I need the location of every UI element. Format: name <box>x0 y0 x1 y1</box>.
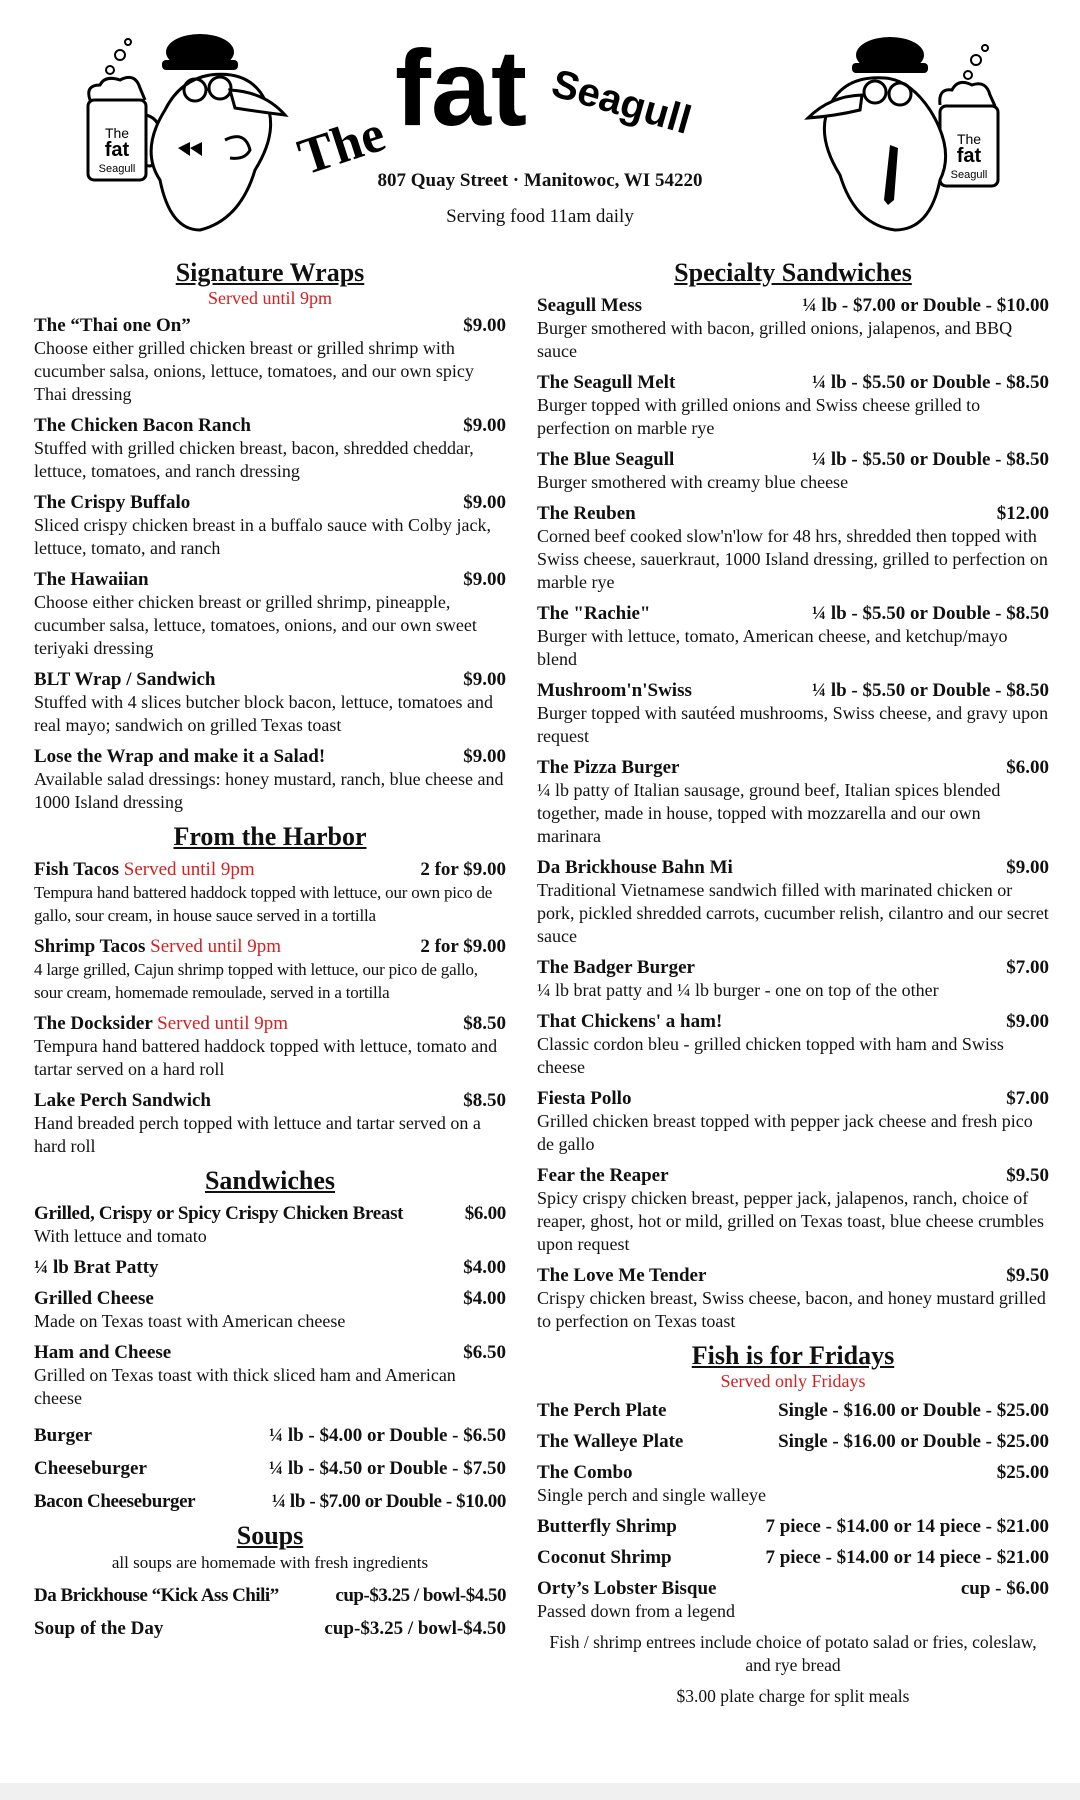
item-price: $9.00 <box>1006 1011 1049 1032</box>
menu-item <box>537 756 1049 848</box>
item-name: The Blue Seagull <box>537 449 675 470</box>
right-column <box>537 258 1049 1708</box>
menu-item <box>34 1256 506 1279</box>
item-name: Bacon Cheeseburger <box>34 1491 196 1512</box>
menu-item <box>537 371 1049 440</box>
mug-label-seagull-right: Seagull <box>950 169 988 181</box>
item-name: That Chickens' a ham! <box>537 1011 723 1032</box>
menu-item <box>537 679 1049 748</box>
item-name: The Walleye Plate <box>537 1431 684 1452</box>
burger-row <box>34 1424 506 1447</box>
item-description: Traditional Vietnamese sandwich filled with marinated chicken or pork, pickled shredded carrots, cucumber relish, cilantro and our secret sauce <box>537 880 1049 946</box>
item-description: Corned beef cooked slow'n'low for 48 hrs, shredded then topped with Swiss cheese, sauerkraut, 1000 Island dressing, grilled to perfection on marble rye <box>537 526 1048 592</box>
section-title-soups: Soups <box>236 1521 304 1550</box>
menu-item <box>34 1089 506 1158</box>
serving-hours: Serving food 11am daily <box>446 206 634 227</box>
item-description: Classic cordon bleu - grilled chicken topped with ham and Swiss cheese <box>537 1034 1004 1077</box>
soups-subtitle: all soups are homemade with fresh ingredients <box>111 1553 429 1572</box>
the-fat-seagull-logo <box>290 30 790 190</box>
item-description: Stuffed with grilled chicken breast, bacon, shredded cheddar, lettuce, tomatoes, and ranch dressing <box>34 438 474 481</box>
mug-label-the: The <box>104 125 130 141</box>
item-name: Coconut Shrimp <box>537 1547 672 1568</box>
item-description: Burger smothered with creamy blue cheese <box>537 472 849 492</box>
menu-item <box>537 1010 1049 1079</box>
item-price: $6.00 <box>464 1203 506 1224</box>
menu-item <box>34 314 506 406</box>
item-price: cup-$3.25 / bowl-$4.50 <box>335 1585 506 1606</box>
menu-item <box>34 668 506 737</box>
item-name: ¼ lb Brat Patty <box>34 1257 159 1278</box>
item-name: Grilled Cheese <box>34 1288 154 1309</box>
item-price: ¼ lb - $7.00 or Double - $10.00 <box>271 1491 506 1512</box>
bottom-strip <box>0 1783 1080 1800</box>
menu-item <box>537 294 1049 363</box>
menu-item <box>34 491 506 560</box>
item-price: ¼ lb - $5.50 or Double - $8.50 <box>811 680 1049 701</box>
item-name: The Hawaiian <box>34 569 149 590</box>
burger-row <box>34 1490 506 1513</box>
item-price: $4.00 <box>463 1288 506 1309</box>
item-name: The Perch Plate <box>537 1400 667 1421</box>
menu-item <box>34 935 506 1004</box>
logo-seagull: Seagull <box>546 61 696 143</box>
mug-label-the-right: The <box>956 131 982 147</box>
soup-row <box>34 1584 506 1607</box>
item-name: Fish Tacos <box>34 859 120 880</box>
item-name: Fiesta Pollo <box>537 1088 632 1109</box>
item-name: Burger <box>34 1425 93 1446</box>
menu-item <box>537 1577 1049 1623</box>
item-name: The "Rachie" <box>537 603 651 624</box>
item-description: ¼ lb patty of Italian sausage, ground beef, Italian spices blended together, made in house, topped with mozzarella and our own marinara <box>537 780 1001 846</box>
item-description: Spicy crispy chicken breast, pepper jack, jalapenos, ranch, choice of reaper, ghost, hot or mild, grilled on Texas toast, blue cheese crumbles upon request <box>537 1188 1045 1254</box>
menu-item <box>34 414 506 483</box>
item-name: Shrimp Tacos <box>34 936 146 957</box>
menu-item <box>537 856 1049 948</box>
item-description: Grilled chicken breast topped with pepper jack cheese and fresh pico de gallo <box>537 1111 1033 1154</box>
item-description: Crispy chicken breast, Swiss cheese, bacon, and honey mustard grilled to perfection on Texas toast <box>537 1288 1046 1331</box>
mug-label-fat-right: fat <box>956 145 982 167</box>
item-name: The Docksider <box>34 1013 153 1034</box>
fish-entree-note: Fish / shrimp entrees include choice of potato salad or fries, coleslaw, and rye bread <box>549 1632 1037 1675</box>
menu-item <box>537 502 1049 594</box>
item-served-until-tag: Served until 9pm <box>157 1013 289 1034</box>
menu-header <box>0 0 1080 250</box>
item-name: The Love Me Tender <box>537 1265 707 1286</box>
left-column <box>34 258 506 1648</box>
item-description: Stuffed with 4 slices butcher block bacon, lettuce, tomatoes and real mayo; sandwich on grilled Texas toast <box>34 692 494 735</box>
item-price: $25.00 <box>996 1462 1049 1483</box>
item-price: ¼ lb - $4.00 or Double - $6.50 <box>268 1425 506 1446</box>
soup-row <box>34 1617 506 1640</box>
item-served-until-tag: Served until 9pm <box>150 936 282 957</box>
item-price: 7 piece - $14.00 or 14 piece - $21.00 <box>765 1516 1049 1537</box>
restaurant-address: 807 Quay Street · Manitowoc, WI 54220 <box>377 170 703 191</box>
item-price: $9.50 <box>1006 1165 1049 1186</box>
item-description: 4 large grilled, Cajun shrimp topped with lettuce, our pico de gallo, sour cream, homemade remoulade, served in a tortilla <box>34 960 478 1002</box>
item-price: ¼ lb - $5.50 or Double - $8.50 <box>811 372 1049 393</box>
item-name: Mushroom'n'Swiss <box>537 680 692 701</box>
item-price: Single - $16.00 or Double - $25.00 <box>778 1400 1049 1421</box>
mug-label-seagull: Seagull <box>98 163 136 175</box>
section-subtitle-fish: Served only Fridays <box>720 1371 866 1391</box>
item-name: The Chicken Bacon Ranch <box>34 415 251 436</box>
item-name: The Badger Burger <box>537 957 695 978</box>
menu-item <box>34 1287 506 1333</box>
item-price: $9.00 <box>463 492 506 513</box>
burger-row <box>34 1457 506 1480</box>
item-price: $8.50 <box>463 1013 506 1034</box>
item-description: Choose either grilled chicken breast or grilled shrimp with cucumber salsa, onions, lettuce, tomatoes, and our own spicy Thai dressing <box>34 338 474 404</box>
item-name: Fear the Reaper <box>537 1165 669 1186</box>
item-description: Single perch and single walleye <box>537 1485 766 1505</box>
section-title-sandwiches: Sandwiches <box>204 1166 336 1195</box>
item-description: Burger with lettuce, tomato, American cheese, and ketchup/mayo blend <box>537 626 1008 669</box>
item-name: The “Thai one On” <box>34 315 191 336</box>
item-price: cup - $6.00 <box>960 1578 1049 1599</box>
section-title-signature-wraps: Signature Wraps <box>175 258 365 287</box>
menu-item <box>34 1012 506 1081</box>
item-price: ¼ lb - $7.00 or Double - $10.00 <box>802 295 1049 316</box>
plate-charge-note: $3.00 plate charge for split meals <box>676 1686 910 1706</box>
item-description: ¼ lb brat patty and ¼ lb burger - one on top of the other <box>537 980 939 1000</box>
menu-item <box>34 1341 506 1410</box>
item-price: $4.00 <box>463 1257 506 1278</box>
item-name: The Pizza Burger <box>537 757 680 778</box>
item-description: Tempura hand battered haddock topped with lettuce, our own pico de gallo, sour cream, in house sauce served in a tortilla <box>34 883 493 925</box>
item-price: $9.00 <box>463 315 506 336</box>
item-name: Orty’s Lobster Bisque <box>537 1578 717 1599</box>
item-description: Choose either chicken breast or grilled shrimp, pineapple, cucumber salsa, lettuce, tomatoes, onions, and our own sweet teriyaki dressing <box>34 592 477 658</box>
menu-item <box>537 1164 1049 1256</box>
logo-the: The <box>291 105 392 187</box>
item-name: Lose the Wrap and make it a Salad! <box>34 746 326 767</box>
item-price: ¼ lb - $4.50 or Double - $7.50 <box>268 1458 506 1479</box>
menu-item <box>537 1399 1049 1422</box>
item-price: $9.00 <box>463 669 506 690</box>
item-name: The Crispy Buffalo <box>34 492 191 513</box>
item-description: Grilled on Texas toast with thick sliced ham and American cheese <box>34 1365 456 1408</box>
section-subtitle-wraps: Served until 9pm <box>208 288 332 308</box>
menu-item <box>537 1461 1049 1507</box>
item-description: Made on Texas toast with American cheese <box>34 1311 346 1331</box>
item-name: Grilled, Crispy or Spicy Crispy Chicken Breast <box>34 1203 404 1224</box>
item-description: Tempura hand battered haddock topped with lettuce, tomato and tartar served on a hard roll <box>34 1036 498 1079</box>
item-description: Burger smothered with bacon, grilled onions, jalapenos, and BBQ sauce <box>537 318 1013 361</box>
item-description: With lettuce and tomato <box>34 1226 207 1246</box>
menu-item <box>34 1202 506 1248</box>
section-title-from-the-harbor: From the Harbor <box>173 822 367 851</box>
item-served-until-tag: Served until 9pm <box>123 859 255 880</box>
item-price: $6.00 <box>1006 757 1049 778</box>
item-price: ¼ lb - $5.50 or Double - $8.50 <box>811 449 1049 470</box>
menu-item <box>537 1264 1049 1333</box>
item-name: Ham and Cheese <box>34 1342 172 1363</box>
menu-item <box>537 1430 1049 1453</box>
menu-item <box>537 956 1049 1002</box>
item-price: $9.00 <box>463 746 506 767</box>
item-price: ¼ lb - $5.50 or Double - $8.50 <box>811 603 1049 624</box>
item-name: The Reuben <box>537 503 636 524</box>
item-description: Passed down from a legend <box>537 1601 735 1621</box>
item-name: Seagull Mess <box>537 295 643 316</box>
section-title-specialty-sandwiches: Specialty Sandwiches <box>674 258 912 287</box>
item-name: Soup of the Day <box>34 1618 164 1639</box>
item-name: BLT Wrap / Sandwich <box>34 669 216 690</box>
item-name: Butterfly Shrimp <box>537 1516 677 1537</box>
item-price: 2 for $9.00 <box>420 859 506 880</box>
item-description: Hand breaded perch topped with lettuce and tartar served on a hard roll <box>34 1113 481 1156</box>
item-price: cup-$3.25 / bowl-$4.50 <box>324 1618 506 1639</box>
menu-item <box>537 1515 1049 1538</box>
item-description: Sliced crispy chicken breast in a buffalo sauce with Colby jack, lettuce, tomato, and ranch <box>34 515 492 558</box>
item-name: Lake Perch Sandwich <box>34 1090 212 1111</box>
item-price: 2 for $9.00 <box>420 936 506 957</box>
item-description: Available salad dressings: honey mustard, ranch, blue cheese and 1000 Island dressing <box>34 769 504 812</box>
item-description: Burger topped with sautéed mushrooms, Swiss cheese, and gravy upon request <box>537 703 1049 746</box>
menu-item <box>537 1546 1049 1569</box>
item-price: 7 piece - $14.00 or 14 piece - $21.00 <box>765 1547 1049 1568</box>
item-price: $9.00 <box>463 569 506 590</box>
menu-item <box>34 568 506 660</box>
item-price: $9.50 <box>1006 1265 1049 1286</box>
menu-item <box>537 1087 1049 1156</box>
item-price: $12.00 <box>996 503 1049 524</box>
menu-item <box>537 448 1049 494</box>
item-name: The Combo <box>537 1462 633 1483</box>
menu-item <box>537 602 1049 671</box>
item-name: Cheeseburger <box>34 1458 147 1479</box>
item-price: $9.00 <box>463 415 506 436</box>
item-price: Single - $16.00 or Double - $25.00 <box>778 1431 1049 1452</box>
menu-item <box>34 858 506 927</box>
item-price: $7.00 <box>1006 1088 1049 1109</box>
item-price: $9.00 <box>1006 857 1049 878</box>
item-name: Da Brickhouse Bahn Mi <box>537 857 733 878</box>
logo-fat: fat <box>395 30 527 148</box>
item-price: $7.00 <box>1006 957 1049 978</box>
item-name: Da Brickhouse “Kick Ass Chili” <box>34 1585 279 1606</box>
section-title-fish-is-for-fridays: Fish is for Fridays <box>691 1341 895 1370</box>
menu-item <box>34 745 506 814</box>
item-description: Burger topped with grilled onions and Swiss cheese grilled to perfection on marble rye <box>537 395 981 438</box>
mug-label-fat: fat <box>104 139 130 161</box>
item-price: $6.50 <box>463 1342 506 1363</box>
item-price: $8.50 <box>463 1090 506 1111</box>
item-name: The Seagull Melt <box>537 372 676 393</box>
